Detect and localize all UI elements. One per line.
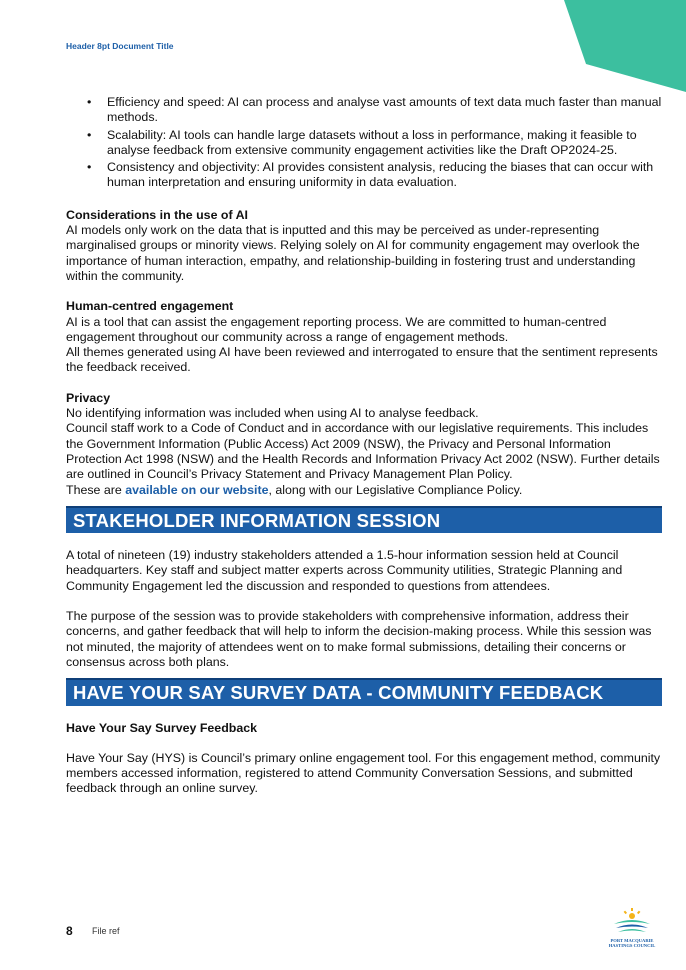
list-item-text: Consistency and objectivity: AI provides consistent analysis, reducing the biases that can occur with human interpretation and ensuring uniformity in data evaluation. — [107, 160, 654, 190]
corner-decoration — [564, 0, 686, 92]
bullet-icon: • — [87, 160, 92, 175]
list-item — [87, 160, 662, 191]
privacy-body-1: No identifying information was included when using AI to analyse feedback. — [66, 406, 479, 421]
logo-line-2: HASTINGS COUNCIL — [608, 943, 656, 949]
bullet-icon: • — [87, 95, 92, 109]
stakeholder-section-banner: STAKEHOLDER INFORMATION SESSION — [66, 506, 662, 533]
stakeholder-paragraph-1: A total of nineteen (19) industry stakeholders attended a 1.5-hour information session held at Council headquarters. Key staff and subject matter experts across Community utilities, Strategic Planning and Community Engagement led the discussion and responded to questions from attendees. — [66, 548, 623, 593]
page-number: 8 — [66, 924, 73, 938]
benefits-list — [66, 95, 662, 191]
privacy-body-3 — [66, 483, 662, 498]
header-document-title: Header 8pt Document Title — [66, 41, 174, 51]
list-item-text: Scalability: AI tools can handle large datasets without a loss in performance, making it feasible to analyse feedback from extensive community engagement activities like the Draft OP2024-25. — [107, 127, 637, 157]
human-centred-body-1: AI is a tool that can assist the engagement reporting process. We are committed to human-centred engagement throughout our community across a range of engagement methods. — [66, 314, 607, 344]
website-link[interactable]: available on our website — [125, 482, 269, 497]
survey-section-banner: HAVE YOUR SAY SURVEY DATA - COMMUNITY FEEDBACK — [66, 678, 662, 705]
bullet-icon: • — [87, 127, 92, 142]
list-item-text: Efficiency and speed: AI can process and analyse vast amounts of text data much faster than manual methods. — [107, 95, 662, 125]
privacy-body-3-before: These are — [66, 482, 126, 497]
privacy-body-3-after: , along with our Legislative Compliance Policy. — [268, 482, 523, 497]
list-item — [87, 127, 662, 159]
stakeholder-paragraph-2: The purpose of the session was to provide stakeholders with comprehensive information, address their concerns, and gather feedback that will help to inform the decision-making process. While this session was not minuted, the majority of attendees went on to make formal submissions, detailing their concerns or consensus across both plans. — [66, 609, 652, 669]
council-logo-icon — [608, 908, 656, 960]
privacy-heading: Privacy — [66, 390, 111, 405]
list-item — [87, 95, 662, 126]
file-ref: File ref — [92, 926, 120, 936]
survey-heading: Have Your Say Survey Feedback — [66, 720, 258, 735]
logo-line-1: PORT MACQUARIE — [610, 938, 654, 943]
privacy-body-2: Council staff work to a Code of Conduct and in accordance with our legislative requirements. This includes the Government Information (Public Access) Act 2009 (NSW), the Privacy and Personal Information Protection Act 1998 (NSW) and the Health Records and Information Privacy Act 2002 (NSW). Further details are outlined in Council’s Privacy Statement and Privacy Management Plan Policy. — [66, 421, 660, 482]
council-logo-text — [598, 938, 666, 949]
main-content — [66, 95, 662, 797]
human-centred-heading: Human-centred engagement — [66, 299, 234, 314]
human-centred-body-2: All themes generated using AI have been reviewed and interrogated to ensure that the sentiment represents the feedback received. — [66, 345, 658, 375]
considerations-body: AI models only work on the data that is inputted and this may be perceived as under-representing marginalised groups or minority views. Relying solely on AI for community engagement may overlook the importance of human interaction, empathy, and relationship-building in fostering trust and understanding within the community. — [66, 223, 640, 283]
considerations-heading: Considerations in the use of AI — [66, 207, 248, 222]
survey-body: Have Your Say (HYS) is Council’s primary online engagement tool. For this engagement method, community members accessed information, registered to attend Community Conversation Sessions, and submitted feedback through an online survey. — [66, 750, 661, 796]
